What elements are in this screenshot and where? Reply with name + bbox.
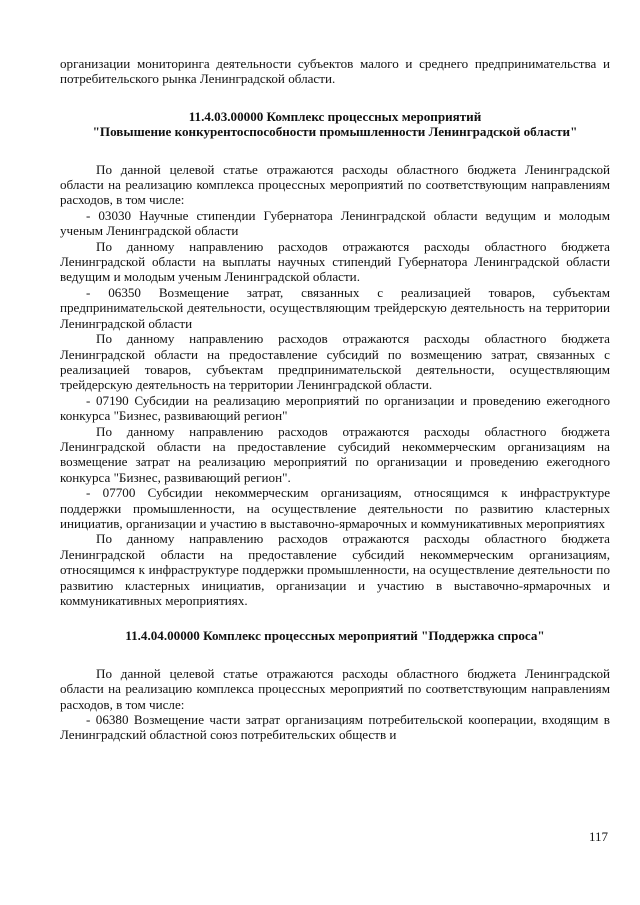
section-heading-line-1: 11.4.03.00000 Комплекс процессных мероприятий <box>188 108 482 124</box>
expense-item-07700: - 07700 Субсидии некоммерческим организациям, относящимся к инфраструктуре поддержки промышленности, на осуществление деятельности по развитию кластерных инициатив, организации и участию в выставочно-ярмарочных и коммуникативных мероприятиях <box>60 485 610 531</box>
expense-description-07190: По данному направлению расходов отражаются расходы областного бюджета Ленинградской области на предоставление субсидий некоммерческим организациям на возмещение затрат на реализацию мероприятий по организации и проведению ежегодного конкурса "Бизнес, развивающий регион". <box>60 423 610 485</box>
section-heading-11-4-04: 11.4.04.00000 Комплекс процессных мероприятий "Поддержка спроса" <box>125 628 545 644</box>
section-heading-line-2: "Повышение конкурентоспособности промышленности Ленинградской области" <box>92 124 578 140</box>
section-intro-paragraph: По данной целевой статье отражаются расходы областного бюджета Ленинградской области на реализацию комплекса процессных мероприятий по соответствующим направлениям расходов, в том числе: <box>60 161 610 208</box>
continuation-paragraph: организации мониторинга деятельности субъектов малого и среднего предпринимательства и потребительского рынка Ленинградской области. <box>60 56 610 87</box>
page-number: 117 <box>588 829 608 844</box>
expense-item-03030: - 03030 Научные стипендии Губернатора Ленинградской области ведущим и молодым ученым Ленинградской области <box>60 207 610 239</box>
expense-description-03030: По данному направлению расходов отражаются расходы областного бюджета Ленинградской области на выплаты научных стипендий Губернатора Ленинградской области ведущим и молодым ученым Ленинградской области. <box>60 238 610 285</box>
section-spacer <box>60 608 610 628</box>
expense-description-07700: По данному направлению расходов отражаются расходы областного бюджета Ленинградской области на предоставление субсидий некоммерческим организациям, относящимся к инфраструктуре поддержки промышленности, на осуществление деятельности по развитию кластерных инициатив, организации и участию в выставочно-ярмарочных и коммуникативных мероприятиях. <box>60 531 610 608</box>
expense-item-06380: - 06380 Возмещение части затрат организациям потребительской кооперации, входящим в Ленинградский областной союз потребительских обществ и <box>60 712 610 743</box>
expense-item-06350: - 06350 Возмещение затрат, связанных с реализацией товаров, субъектам предпринимательской деятельности, осуществляющим трейдерскую деятельность на территории Ленинградской области <box>60 284 610 331</box>
section-intro-paragraph-2: По данной целевой статье отражаются расходы областного бюджета Ленинградской области на реализацию комплекса процессных мероприятий по соответствующим направлениям расходов, в том числе: <box>60 665 610 712</box>
section-heading-11-4-03 <box>60 109 610 140</box>
page-body <box>60 56 610 743</box>
expense-description-06350: По данному направлению расходов отражаются расходы областного бюджета Ленинградской области на предоставление субсидий по возмещению затрат, связанных с реализацией товаров, субъектам предпринимательской деятельности, осуществляющим трейдерскую деятельность на территории Ленинградской области. <box>60 331 610 393</box>
expense-item-07190: - 07190 Субсидии на реализацию мероприятий по организации и проведению ежегодного конкурса "Бизнес, развивающий регион" <box>60 392 610 424</box>
